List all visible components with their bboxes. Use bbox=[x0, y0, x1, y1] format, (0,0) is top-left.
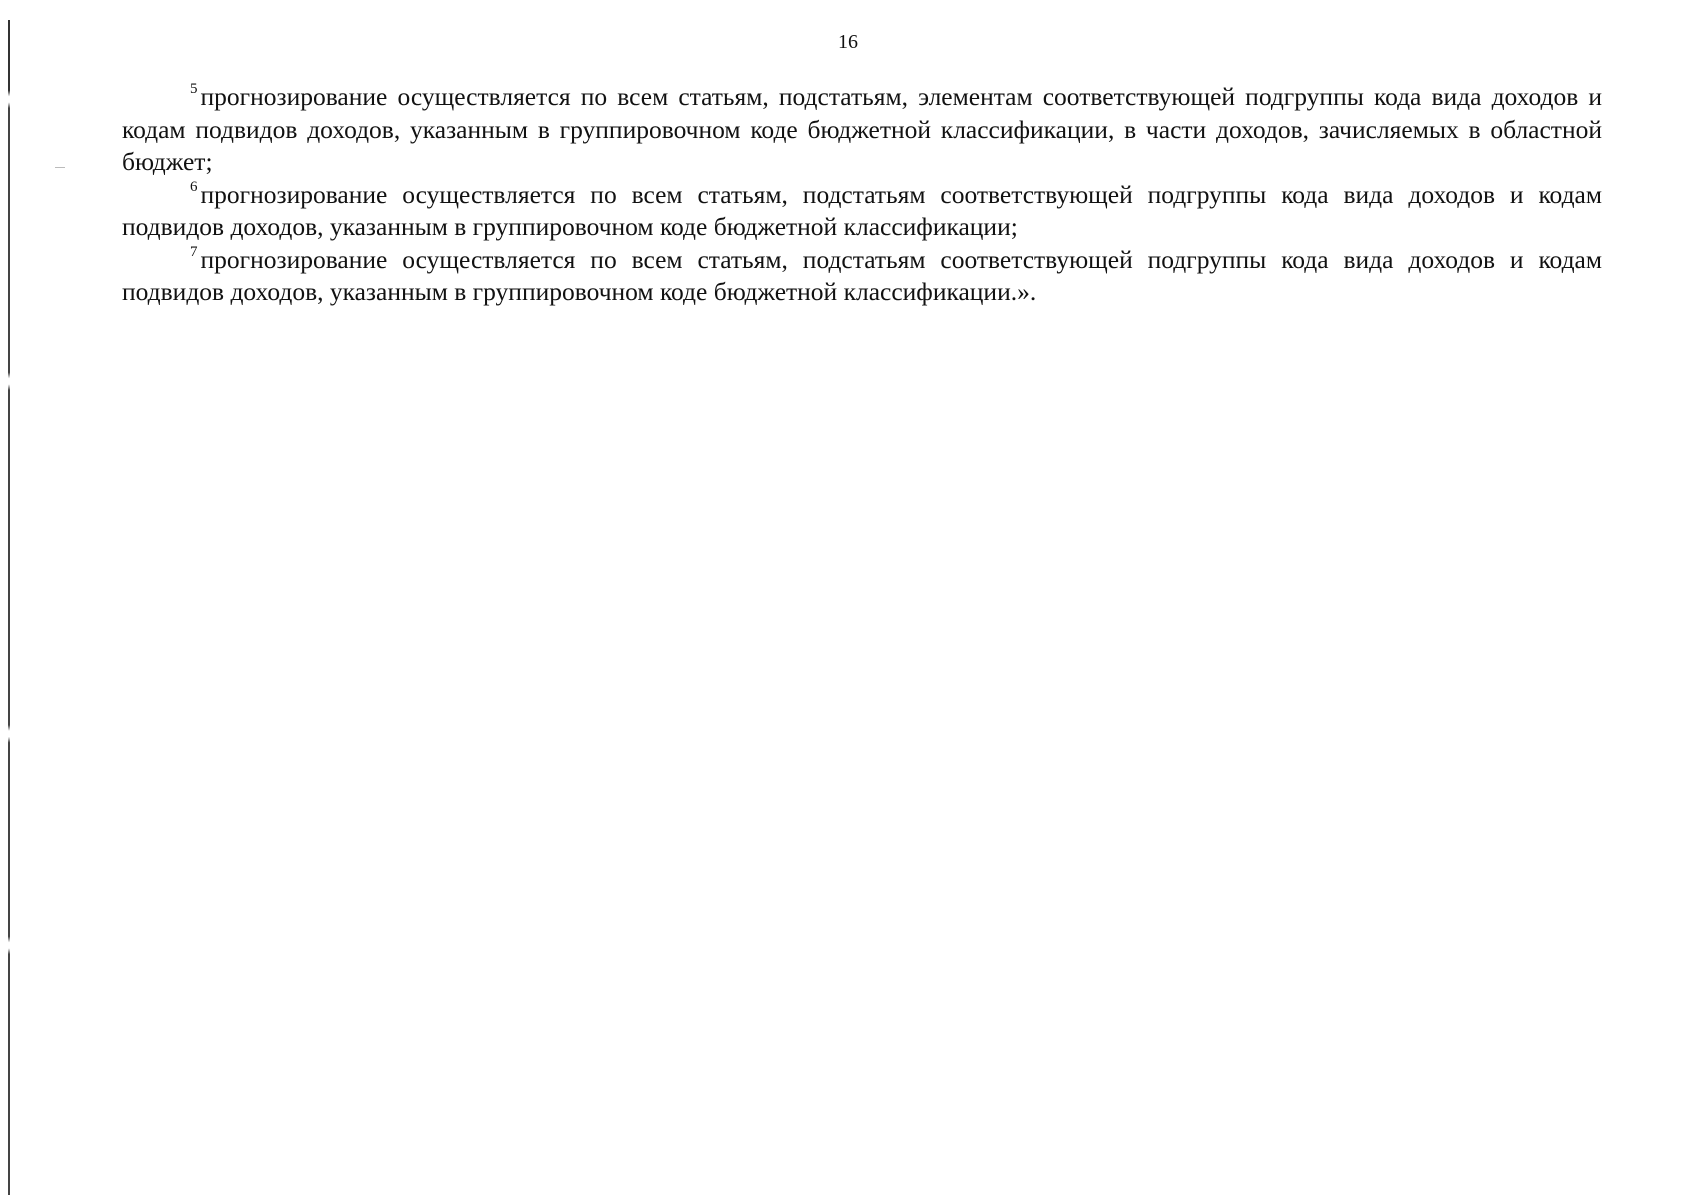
footnote-6 bbox=[122, 179, 1602, 244]
footnote-text: прогнозирование осуществляется по всем статьям, подстатьям соответствующей подгруппы кода вида доходов и кодам подвидов доходов, указанным в группировочном коде бюджетной классификации.». bbox=[122, 244, 1602, 306]
footnote-marker: 7 bbox=[190, 243, 198, 260]
footnote-5 bbox=[122, 81, 1602, 179]
footnote-7 bbox=[122, 244, 1602, 309]
scan-artifact-mark bbox=[55, 167, 65, 168]
footnote-marker: 6 bbox=[190, 178, 198, 195]
footnote-marker: 5 bbox=[190, 81, 198, 97]
footnotes-block bbox=[122, 81, 1602, 309]
page-number: 16 bbox=[838, 31, 858, 53]
footnote-text: прогнозирование осуществляется по всем статьям, подстатьям, элементам соответствующей подгруппы кода вида доходов и кодам подвидов доходов, указанным в группировочном коде бюджетной классификации, в части доходов, зачисляемых в областной бюджет; bbox=[122, 82, 1602, 176]
scan-edge-line bbox=[8, 20, 10, 1195]
footnote-text: прогнозирование осуществляется по всем статьям, подстатьям соответствующей подгруппы кода вида доходов и кодам подвидов доходов, указанным в группировочном коде бюджетной классификации; bbox=[122, 179, 1602, 241]
